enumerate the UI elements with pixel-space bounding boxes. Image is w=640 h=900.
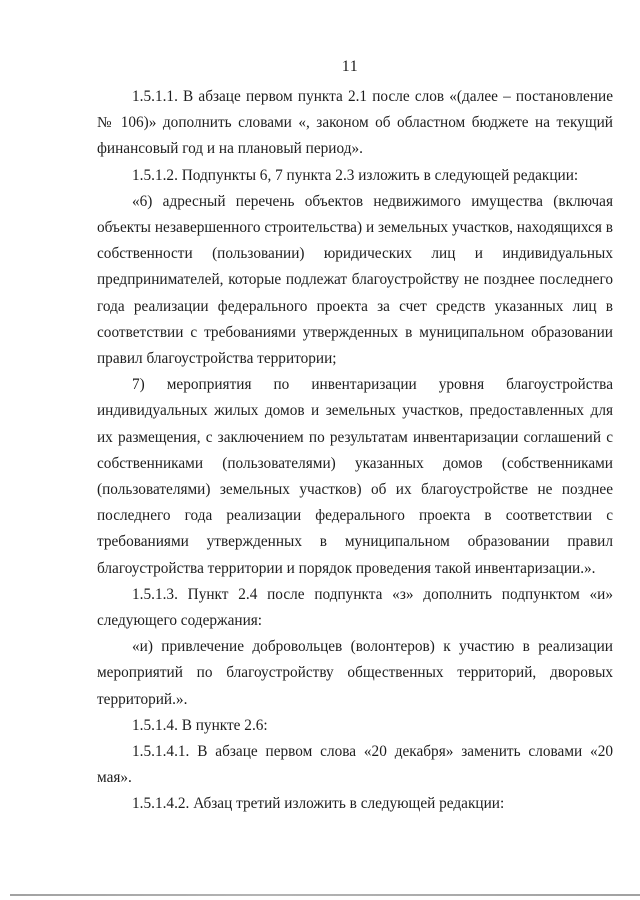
- document-body: [97, 84, 613, 818]
- paragraph: 1.5.1.3. Пункт 2.4 после подпункта «з» дополнить подпунктом «и» следующего содержания:: [97, 585, 613, 630]
- paragraph: 1.5.1.4. В пункте 2.6:: [132, 716, 268, 734]
- page-number: 11: [341, 58, 359, 75]
- paragraph: 1.5.1.4.2. Абзац третий изложить в следующей редакции:: [132, 795, 505, 813]
- paragraph: 1.5.1.2. Подпункты 6, 7 пункта 2.3 изложить в следующей редакции:: [132, 166, 579, 184]
- scan-edge-line: [10, 894, 640, 896]
- paragraph: «и) привлечение добровольцев (волонтеров) к участию в реализации мероприятий по благоустройству общественных территорий, дворовых территорий.».: [97, 638, 613, 708]
- paragraph: 1.5.1.4.1. В абзаце первом слова «20 декабря» заменить словами «20 мая».: [97, 743, 613, 787]
- paragraph: «6) адресный перечень объектов недвижимого имущества (включая объекты незавершенного строительства) и земельных участков, находящихся в собственности (пользовании) юридических лиц и индивидуальных предпринимателей, которые подлежат благоустройству не позднее последнего года реализации федерального проекта за счет средств указанных лиц в соответствии с требованиями утвержденных в муниципальном образовании правил благоустройства территории;: [97, 192, 613, 368]
- paragraph: 1.5.1.1. В абзаце первом пункта 2.1 после слов «(далее – постановление № 106)» дополнить словами «, законом об областном бюджете на текущий финансовый год и на плановый период».: [97, 88, 613, 158]
- paragraph: 7) мероприятия по инвентаризации уровня благоустройства индивидуальных жилых домов и земельных участков, предоставленных для их размещения, с заключением по результатам инвентаризации соглашений с собственниками (пользователями) указанных домов (собственниками (пользователями) земельных участков) об их благоустройстве не позднее последнего года реализации федерального проекта в соответствии с требованиями утвержденных в муниципальном образовании правил благоустройства территории и порядок проведения такой инвентаризации.».: [97, 376, 613, 577]
